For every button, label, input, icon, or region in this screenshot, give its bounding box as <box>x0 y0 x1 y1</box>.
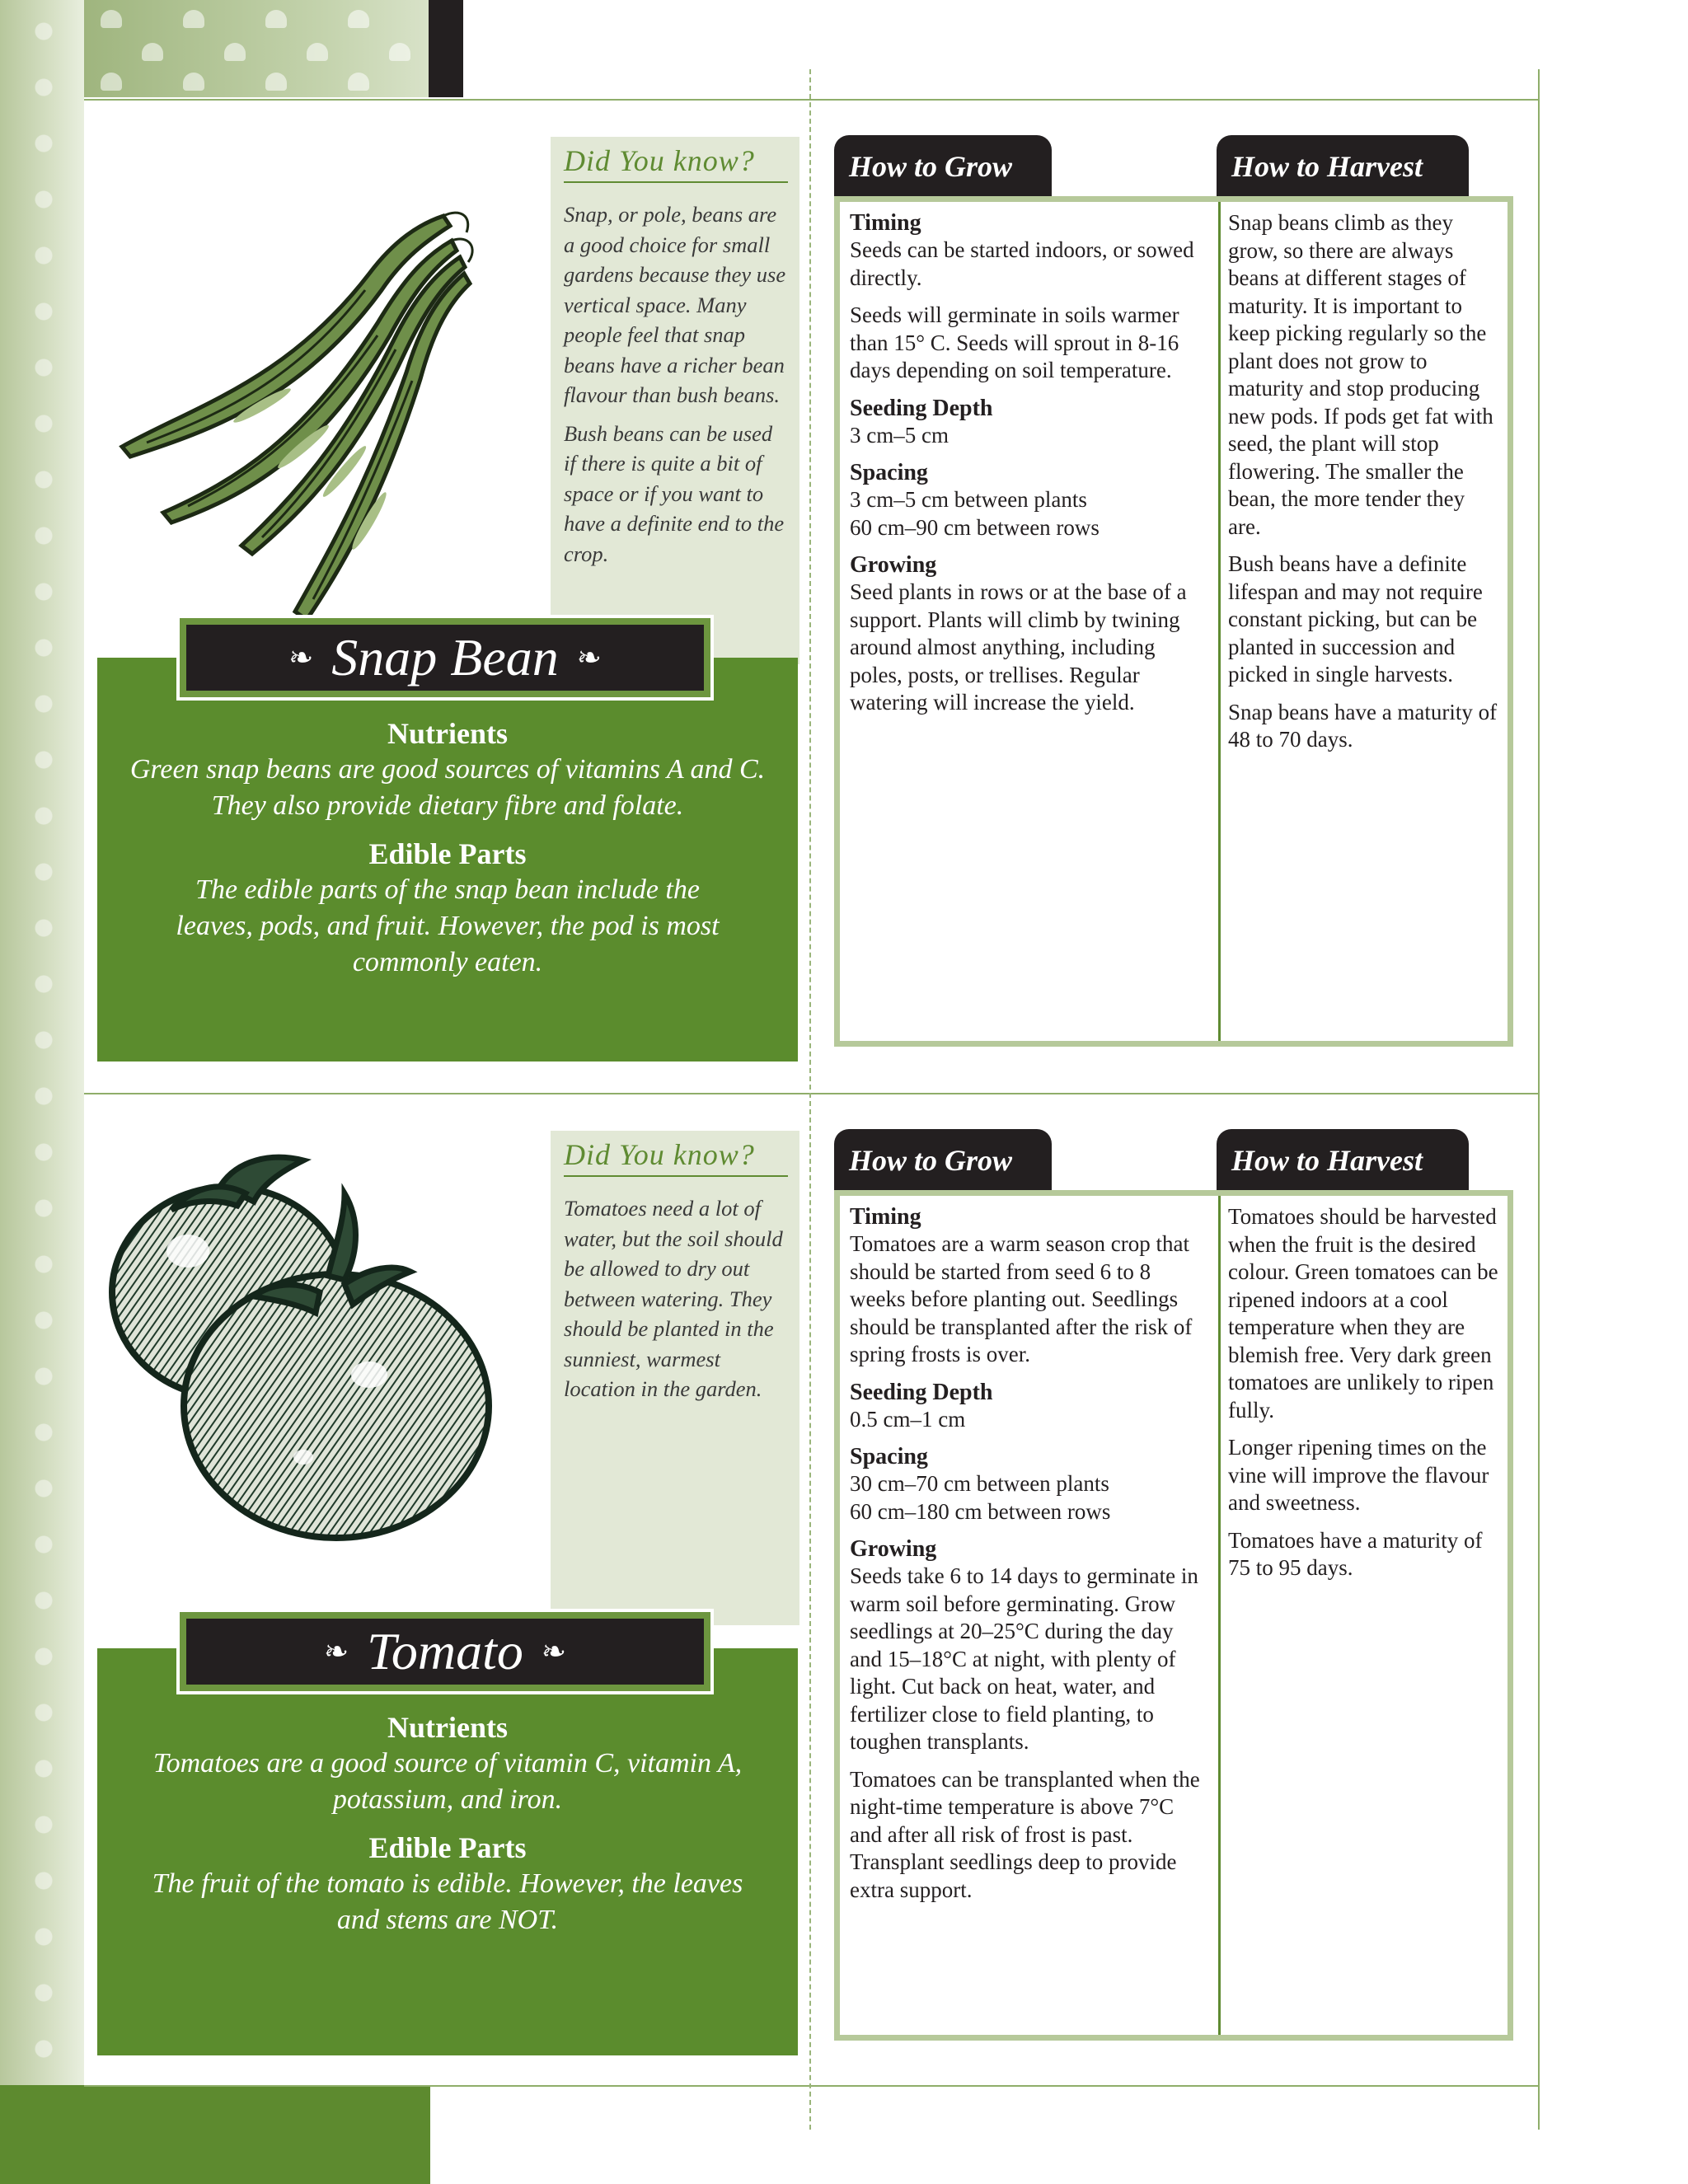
growing-text: Seed plants in rows or at the base of a support. Plants will climb by twining around almost anything, including poles, posts, or trellises. Regular watering will increase the yield. <box>850 579 1187 715</box>
harvest-paragraph: Bush beans have a definite lifespan and may not require constant picking, but can be planted in succession and picked in single harvests. <box>1228 551 1483 687</box>
edible-parts-heading: Edible Parts <box>368 1831 527 1864</box>
growing-heading: Growing <box>850 552 937 578</box>
how-to-harvest-column <box>1228 209 1500 764</box>
did-you-know-paragraph: Tomatoes need a lot of water, but the soil should be allowed to dry out between watering. They should be planted in the sunniest, warmest location in the garden. <box>564 1196 783 1401</box>
spacing-text: 60 cm–180 cm between rows <box>850 1498 1111 1524</box>
spacing-text: 30 cm–70 cm between plants <box>850 1471 1109 1496</box>
growing-heading: Growing <box>850 1536 937 1562</box>
seeding-depth-text: 0.5 cm–1 cm <box>850 1406 966 1432</box>
crop-name: Tomato <box>367 1622 523 1680</box>
top-leaf-pattern <box>84 0 429 97</box>
crop-name: Snap Bean <box>331 628 559 687</box>
edible-parts-heading: Edible Parts <box>368 837 527 870</box>
edible-parts-text: The edible parts of the snap bean include the leaves, pods, and fruit. However, the pod is most commonly eaten. <box>176 874 720 977</box>
spacing-text: 3 cm–5 cm between plants <box>850 487 1087 512</box>
how-to-harvest-tab: How to Harvest <box>1217 135 1469 198</box>
did-you-know-title: Did You know? <box>564 143 788 183</box>
tomato-illustration <box>97 1127 542 1655</box>
nutrients-text: Tomatoes are a good source of vitamin C, vitamin A, potassium, and iron. <box>152 1748 743 1815</box>
ornament-icon: ❧ <box>288 641 314 674</box>
did-you-know-text <box>564 199 786 577</box>
column-divider <box>1218 1196 1221 2035</box>
timing-text: Seeds will germinate in soils warmer than 15° C. Seeds will sprout in 8-16 days depending on soil temperature. <box>850 302 1179 382</box>
timing-text: Tomatoes are a warm season crop that should be started from seed 6 to 8 weeks before planting out. Seedlings should be transplanted after the risk of spring frosts is over. <box>850 1231 1193 1366</box>
seeding-depth-heading: Seeding Depth <box>850 1379 993 1405</box>
bottom-rule <box>84 2085 1540 2087</box>
harvest-paragraph: Snap beans have a maturity of 48 to 70 days. <box>1228 699 1498 752</box>
seeding-depth-text: 3 cm–5 cm <box>850 422 949 448</box>
spacing-heading: Spacing <box>850 460 928 485</box>
nutrition-text <box>97 1709 798 1950</box>
snap-bean-illustration <box>97 134 542 661</box>
crop-name-banner <box>176 1609 714 1694</box>
spacing-text: 60 cm–90 cm between rows <box>850 514 1100 540</box>
nutrients-text: Green snap beans are good sources of vitamins A and C. They also provide dietary fibre and folate. <box>129 754 766 821</box>
timing-heading: Timing <box>850 210 921 236</box>
how-to-harvest-tab: How to Harvest <box>1217 1129 1469 1192</box>
how-to-grow-column <box>850 1203 1204 1914</box>
column-divider <box>1218 202 1221 1041</box>
timing-text: Seeds can be started indoors, or sowed directly. <box>850 237 1194 290</box>
spacing-heading: Spacing <box>850 1444 928 1469</box>
harvest-paragraph: Snap beans climb as they grow, so there are always beans at different stages of maturity. It is important to keep picking regularly so the plant does not grow to maturity and stop producing new pods. If pods get fat with seed, the plant will stop flowering. The smaller the bean, the more tender they are. <box>1228 210 1493 539</box>
did-you-know-text <box>564 1193 786 1413</box>
how-to-grow-column <box>850 209 1204 727</box>
how-to-grow-tab: How to Grow <box>834 135 1052 198</box>
ornament-icon: ❧ <box>576 641 602 674</box>
growing-text: Seeds take 6 to 14 days to germinate in warm soil before germinating. Grow seedlings at 20–25°C during the day and 15–18°C at night, with plenty of light. Cut back on heat, water, and fertilizer close to field planting, to toughen transplants. <box>850 1563 1198 1754</box>
harvest-paragraph: Tomatoes should be harvested when the fruit is the desired colour. Green tomatoes can be ripened indoors at a cool temperature when they are blemish free. Very dark green tomatoes are unlikely to ripen fully. <box>1228 1204 1498 1422</box>
seeding-depth-heading: Seeding Depth <box>850 395 993 421</box>
tomato-card <box>0 1094 1688 2067</box>
how-to-grow-tab: How to Grow <box>834 1129 1052 1192</box>
edible-parts-text: The fruit of the tomato is edible. However, the leaves and stems are NOT. <box>152 1868 743 1935</box>
timing-heading: Timing <box>850 1204 921 1230</box>
growing-text: Tomatoes can be transplanted when the night-time temperature is above 7°C and after all risk of frost is past. Transplant seedlings deep to provide extra support. <box>850 1766 1200 1902</box>
bottom-green-block <box>0 2085 430 2184</box>
did-you-know-title: Did You know? <box>564 1137 788 1177</box>
crop-name-banner <box>176 615 714 701</box>
how-to-harvest-column <box>1228 1203 1500 1592</box>
harvest-paragraph: Longer ripening times on the vine will improve the flavour and sweetness. <box>1228 1435 1489 1515</box>
ornament-icon: ❧ <box>541 1635 567 1668</box>
harvest-paragraph: Tomatoes have a maturity of 75 to 95 days. <box>1228 1527 1483 1580</box>
ornament-icon: ❧ <box>323 1635 349 1668</box>
snap-bean-card <box>0 101 1688 1073</box>
top-black-bar <box>429 0 463 97</box>
nutrients-heading: Nutrients <box>387 1711 508 1744</box>
nutrients-heading: Nutrients <box>387 717 508 750</box>
nutrition-text <box>97 715 798 992</box>
tomato-front <box>184 1274 489 1538</box>
did-you-know-paragraph: Bush beans can be used if there is quite a bit of space or if you want to have a definite end to the crop. <box>564 420 785 566</box>
did-you-know-paragraph: Snap, or pole, beans are a good choice for small gardens because they use vertical space. Many people feel that snap beans have a richer bean flavour than bush beans. <box>564 202 786 407</box>
